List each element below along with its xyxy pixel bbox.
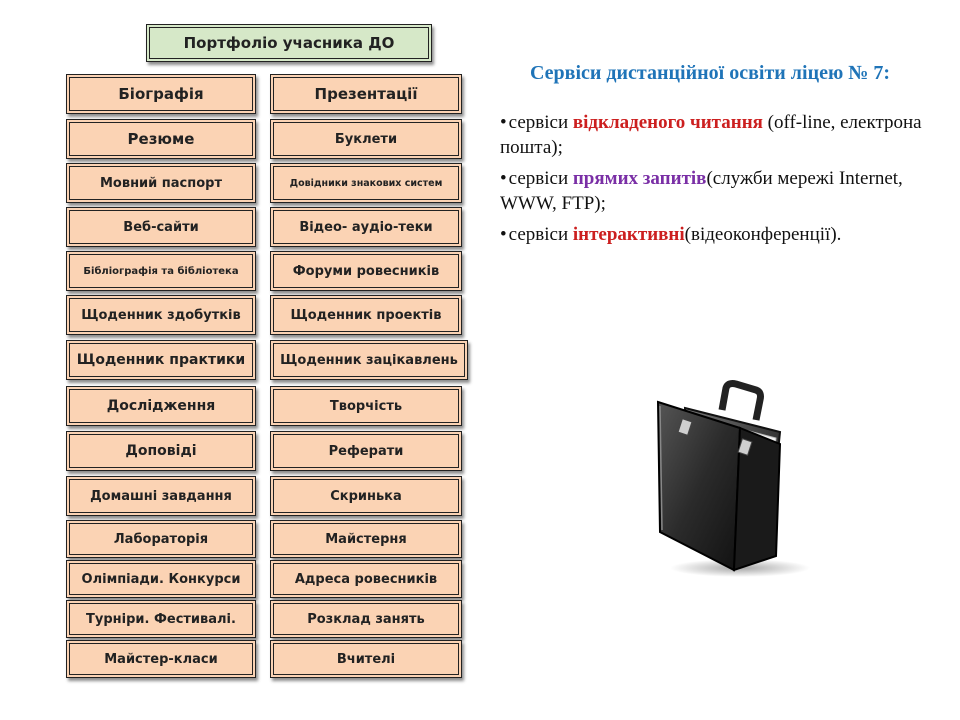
left-item-2: Резюме (66, 119, 256, 159)
left-item-10: Домашні завдання (66, 476, 256, 516)
right-item-1: Презентації (270, 74, 462, 114)
left-item-12: Олімпіади. Конкурси (66, 560, 256, 598)
right-item-12: Адреса ровесників (270, 560, 462, 598)
service-suffix: (відеоконференції). (684, 224, 842, 245)
service-highlight: інтерактивні (572, 224, 685, 245)
service-prefix: сервіси (508, 168, 569, 189)
briefcase-icon (630, 380, 830, 580)
left-item-6: Щоденник здобутків (66, 295, 256, 335)
service-suffix: (служби мережі Internet, WWW, FTP); (500, 168, 903, 214)
service-suffix: (off-line, електрона пошта); (500, 112, 922, 158)
right-item-4: Відео- аудіо-теки (270, 207, 462, 247)
service-item: • сервіси відкладеного читання (off-line, електрона пошта); (500, 112, 922, 158)
services-heading: Сервіси дистанційної освіти ліцею № 7: (529, 62, 891, 84)
services-list (500, 110, 940, 253)
left-item-5: Бібліографія та бібліотека (66, 251, 256, 291)
right-item-10: Скринька (270, 476, 462, 516)
right-item-6: Щоденник проектів (270, 295, 462, 335)
right-item-9: Реферати (270, 431, 462, 471)
right-item-3: Довідники знакових систем (270, 163, 462, 203)
left-item-9: Доповіді (66, 431, 256, 471)
portfolio-title: Портфоліо учасника ДО (146, 24, 432, 62)
right-item-8: Творчість (270, 386, 462, 426)
service-highlight: прямих запитів (572, 168, 707, 189)
service-highlight: відкладеного читання (572, 112, 763, 133)
left-item-11: Лабораторія (66, 520, 256, 558)
left-item-13: Турніри. Фестивалі. (66, 600, 256, 638)
right-item-5: Форуми ровесників (270, 251, 462, 291)
right-item-7: Щоденник зацікавлень (270, 340, 468, 380)
right-item-2: Буклети (270, 119, 462, 159)
service-item: • сервіси інтерактивні(відеоконференції). (500, 224, 842, 245)
left-item-7: Щоденник практики (66, 340, 256, 380)
left-item-14: Майстер-класи (66, 640, 256, 678)
service-item: • сервіси прямих запитів(служби мережі Internet, WWW, FTP); (500, 168, 903, 214)
service-prefix: сервіси (508, 224, 569, 245)
right-item-13: Розклад занять (270, 600, 462, 638)
right-item-11: Майстерня (270, 520, 462, 558)
left-item-4: Веб-сайти (66, 207, 256, 247)
right-item-14: Вчителі (270, 640, 462, 678)
left-item-3: Мовний паспорт (66, 163, 256, 203)
left-item-1: Біографія (66, 74, 256, 114)
left-item-8: Дослідження (66, 386, 256, 426)
service-prefix: сервіси (508, 112, 569, 133)
